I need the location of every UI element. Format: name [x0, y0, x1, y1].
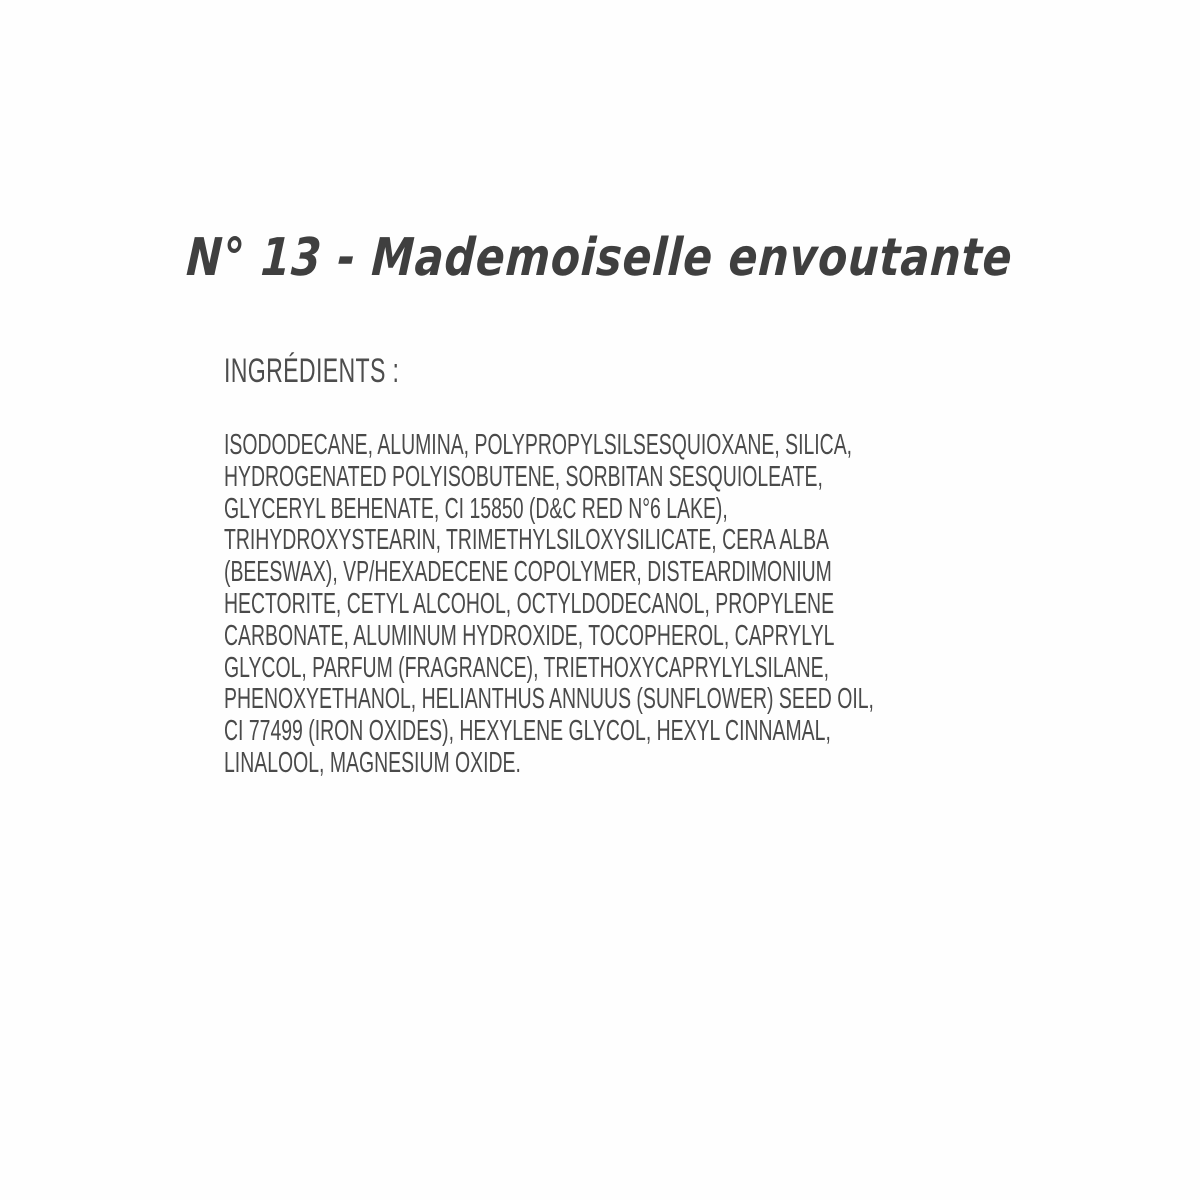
- ingredients-line: CI 77499 (IRON OXIDES), HEXYLENE GLYCOL, HEXYL CINNAMAL,: [224, 715, 831, 748]
- product-title: N° 13 - Mademoiselle envoutante: [185, 228, 1015, 288]
- ingredients-line: LINALOOL, MAGNESIUM OXIDE.: [224, 746, 521, 779]
- ingredients-line: ISODODECANE, ALUMINA, POLYPROPYLSILSESQUIOXANE, SILICA,: [224, 429, 853, 461]
- ingredients-line: HECTORITE, CETYL ALCOHOL, OCTYLDODECANOL, PROPYLENE: [224, 587, 835, 620]
- ingredients-line: CARBONATE, ALUMINUM HYDROXIDE, TOCOPHEROL, CAPRYLYL: [224, 619, 835, 652]
- ingredients-line: GLYCERYL BEHENATE, CI 15850 (D&C RED N°6 LAKE),: [224, 492, 728, 525]
- ingredients-list: [224, 430, 964, 780]
- ingredients-line: PHENOXYETHANOL, HELIANTHUS ANNUUS (SUNFLOWER) SEED OIL,: [224, 683, 874, 716]
- ingredients-line: (BEESWAX), VP/HEXADECENE COPOLYMER, DISTEARDIMONIUM: [224, 556, 832, 589]
- ingredients-heading: INGRÉDIENTS :: [224, 352, 400, 390]
- ingredients-line: TRIHYDROXYSTEARIN, TRIMETHYLSILOXYSILICATE, CERA ALBA: [224, 524, 830, 557]
- title-row: [0, 228, 1200, 288]
- ingredients-line: HYDROGENATED POLYISOBUTENE, SORBITAN SESQUIOLEATE,: [224, 460, 823, 493]
- ingredients-line: GLYCOL, PARFUM (FRAGRANCE), TRIETHOXYCAPRYLYLSILANE,: [224, 651, 829, 684]
